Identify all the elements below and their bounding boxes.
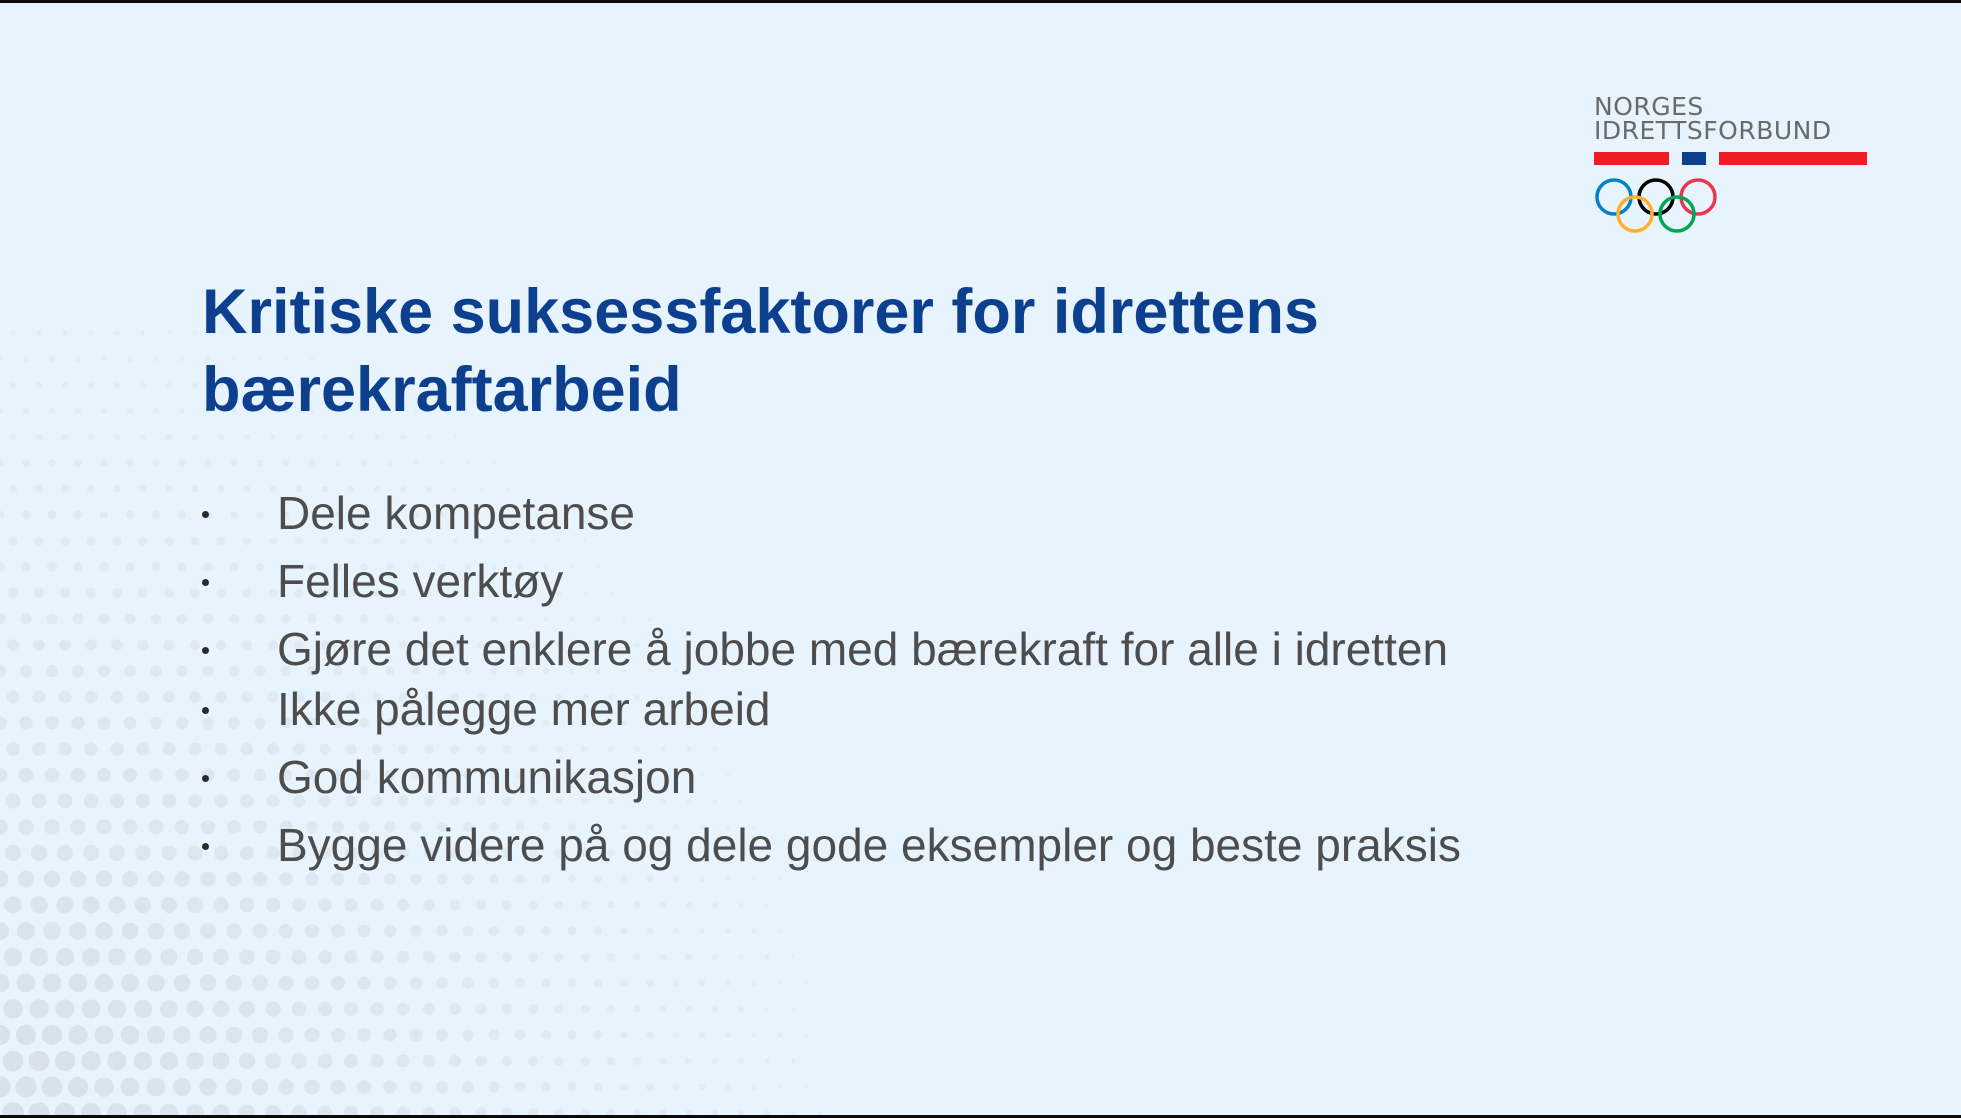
logo-line-norges: NORGES <box>1594 92 1704 121</box>
slide-title <box>202 273 1602 429</box>
bullet-icon <box>202 843 209 850</box>
flag-red-bar-right <box>1719 152 1867 165</box>
title-line-1: Kritiske suksessfaktorer for idrettens <box>202 277 1319 347</box>
bullet-icon <box>202 707 209 714</box>
bullet-text: Bygge videre på og dele gode eksempler og beste praksis <box>277 819 1461 871</box>
flag-stripe <box>1594 152 1867 165</box>
bullet-icon <box>202 511 209 518</box>
bullet-icon <box>202 647 209 654</box>
logo-line-idrettsforbund: IDRETTSFORBUND <box>1594 116 1832 145</box>
bullet-text: Gjøre det enklere å jobbe med bærekraft for alle i idretten <box>277 623 1449 675</box>
slide <box>0 3 1961 1115</box>
bullet-text: Ikke pålegge mer arbeid <box>277 683 771 735</box>
olympic-rings-icon <box>1594 177 1718 237</box>
flag-blue-bar <box>1682 152 1706 165</box>
bullet-text: God kommunikasjon <box>277 751 697 803</box>
bullet-text: Felles verktøy <box>277 555 564 607</box>
norges-idrettsforbund-logo <box>1594 92 1874 237</box>
bullet-icon <box>202 775 209 782</box>
title-line-2: bærekraftarbeid <box>202 355 682 425</box>
bullet-icon <box>202 579 209 586</box>
bullet-text: Dele kompetanse <box>277 487 635 539</box>
flag-red-bar-left <box>1594 152 1669 165</box>
